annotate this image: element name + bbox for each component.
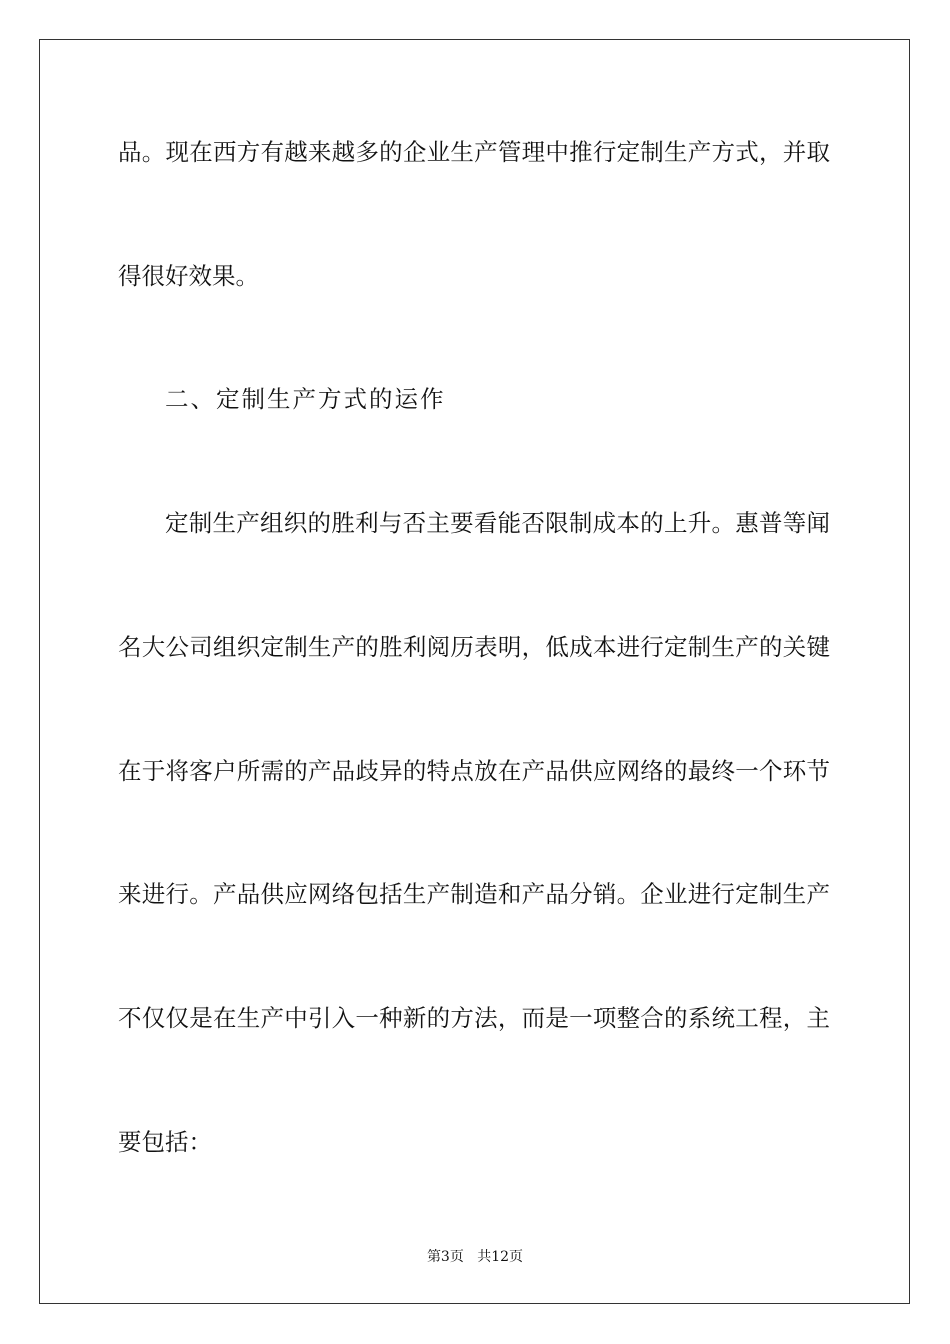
paragraph-line-6: 来进行。产品供应网络包括生产制造和产品分销。企业进行定制生产 [118,880,830,908]
paragraph-line-8: 要包括： [118,1128,212,1156]
paragraph-line-3: 定制生产组织的胜利与否主要看能否限制成本的上升。惠普等闻 [165,509,830,537]
section-heading: 二、定制生产方式的运作 [165,385,446,413]
paragraph-line-1: 品。现在西方有越来越多的企业生产管理中推行定制生产方式，并取 [118,138,830,166]
paragraph-line-4: 名大公司组织定制生产的胜利阅历表明，低成本进行定制生产的关键 [118,633,830,661]
page-footer [0,1248,950,1266]
page-border [39,39,910,1304]
paragraph-line-7: 不仅仅是在生产中引入一种新的方法，而是一项整合的系统工程，主 [118,1004,830,1032]
paragraph-line-2: 得很好效果。 [118,262,259,290]
page-number: 第3页 [426,1249,464,1265]
paragraph-line-5: 在于将客户所需的产品歧异的特点放在产品供应网络的最终一个环节 [118,757,830,785]
page-total: 共12页 [477,1249,524,1265]
